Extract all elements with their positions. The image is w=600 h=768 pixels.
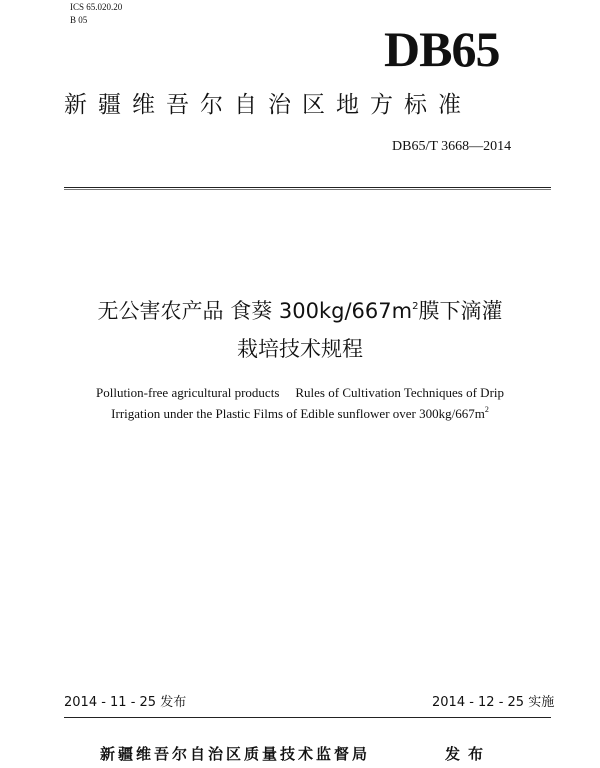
dates-divider — [64, 717, 551, 718]
title-cn-line1 — [30, 296, 570, 326]
title-en-line2-sup: 2 — [484, 405, 489, 414]
ics-code: ICS 65.020.20 — [70, 2, 123, 12]
standard-logo: DB65 — [384, 21, 500, 77]
title-cn-line1-sup: 2 — [412, 301, 419, 312]
classification-code: B 05 — [70, 15, 88, 25]
issuing-authority: 新疆维吾尔自治区质量技术监督局 — [100, 745, 371, 763]
standard-type: 新疆维吾尔自治区地方标准 — [64, 92, 472, 118]
title-en-line1 — [20, 384, 580, 402]
title-en-line1-a: Pollution-free agricultural products — [95, 385, 280, 400]
header-divider-thin — [64, 189, 551, 190]
title-cn-line1-post: 膜下滴灌 — [418, 299, 503, 323]
standard-number: DB65/T 3668—2014 — [392, 139, 512, 154]
title-en-line2 — [20, 405, 580, 423]
title-cn-line2: 栽培技术规程 — [237, 337, 363, 361]
header-divider — [64, 187, 551, 188]
title-cn-line1-pre: 无公害农产品 食葵 300kg/667m — [97, 299, 413, 323]
implementation-date: 2014 - 12 - 25 实施 — [432, 695, 555, 710]
issue-date: 2014 - 11 - 25 发布 — [64, 695, 187, 710]
issuing-action: 发布 — [445, 745, 492, 763]
title-en-line2-pre: Irrigation under the Plastic Films of Edible sunflower over 300kg/667m — [111, 406, 485, 421]
title-en-line1-b: Rules of Cultivation Techniques of Drip — [295, 385, 505, 400]
